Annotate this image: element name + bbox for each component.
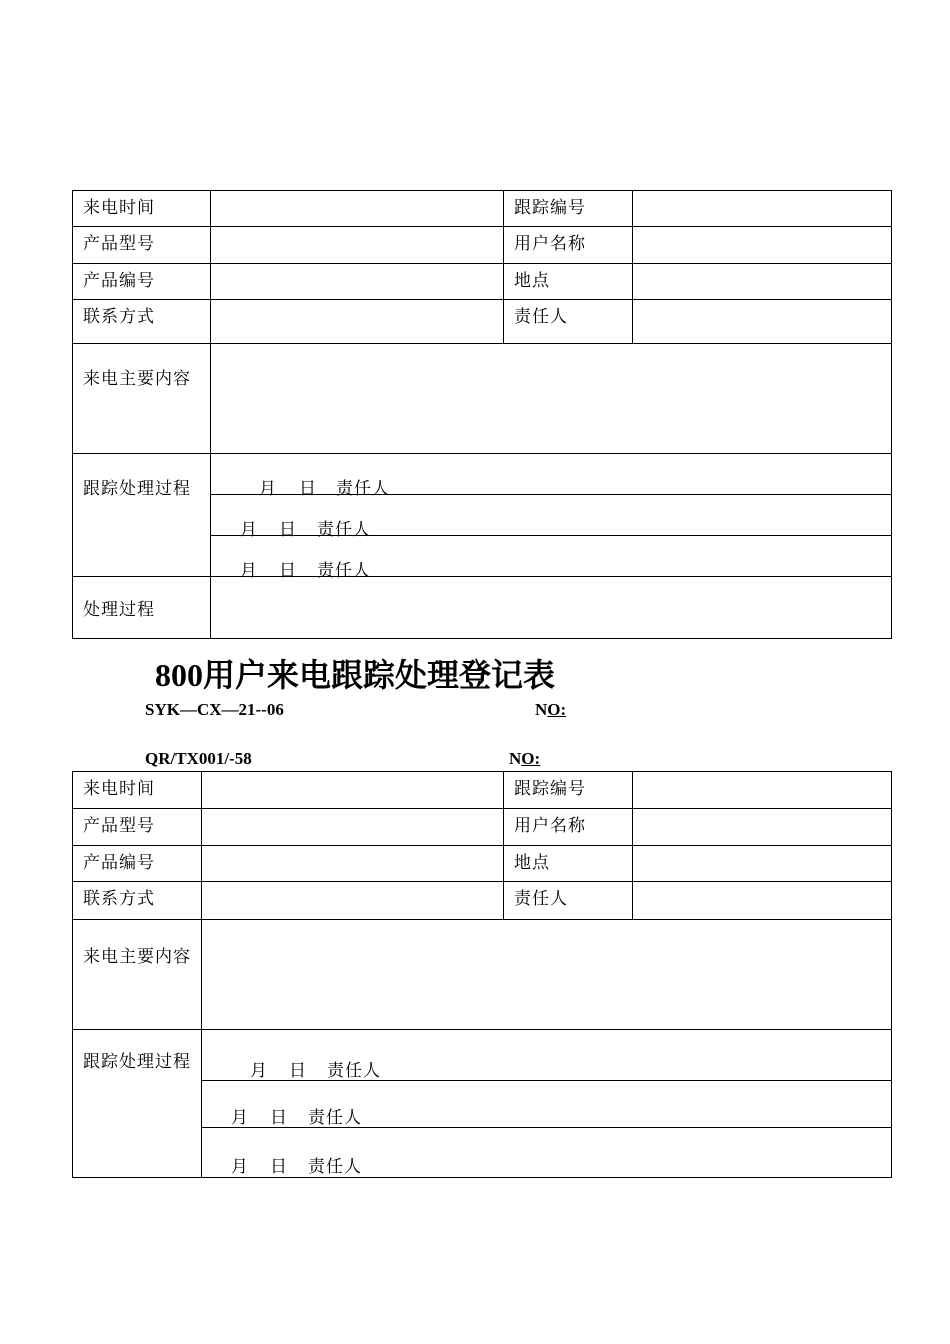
contact-field[interactable]	[211, 300, 504, 344]
responsible-person-label: 责任人	[504, 300, 633, 344]
month-label: 月	[231, 1157, 249, 1177]
month-label: 月	[231, 1108, 249, 1128]
tracking-number-label: 跟踪编号	[504, 191, 633, 227]
day-label: 日	[270, 1157, 288, 1177]
contact-label: 联系方式	[73, 300, 211, 344]
form-code-1: SYK—CX—21--06	[145, 700, 284, 719]
responsible-person-field[interactable]	[633, 882, 892, 920]
day-label: 日	[289, 1061, 307, 1081]
responsible-label: 责任人	[308, 1157, 362, 1177]
tracking-line-1[interactable]	[202, 1030, 892, 1081]
number-suffix: O:	[521, 749, 541, 768]
user-name-label: 用户名称	[504, 227, 633, 264]
day-label: 日	[299, 479, 317, 499]
registration-form-top	[72, 190, 892, 639]
responsible-person-field[interactable]	[633, 300, 892, 344]
tracking-process-label: 跟踪处理过程	[73, 1030, 202, 1178]
call-time-field[interactable]	[202, 772, 504, 809]
responsible-label: 责任人	[336, 479, 390, 499]
process-field[interactable]	[211, 577, 892, 639]
call-content-field[interactable]	[202, 920, 892, 1030]
location-label: 地点	[504, 846, 633, 882]
form-number-1	[535, 700, 566, 720]
number-prefix: N	[509, 749, 522, 768]
user-name-label: 用户名称	[504, 809, 633, 846]
month-label: 月	[259, 479, 277, 499]
call-time-label: 来电时间	[73, 191, 211, 227]
responsible-label: 责任人	[308, 1108, 362, 1128]
location-field[interactable]	[633, 846, 892, 882]
location-field[interactable]	[633, 264, 892, 300]
product-model-field[interactable]	[211, 227, 504, 264]
day-label: 日	[279, 561, 297, 581]
call-time-label: 来电时间	[73, 772, 202, 809]
call-time-field[interactable]	[211, 191, 504, 227]
contact-field[interactable]	[202, 882, 504, 920]
process-label: 处理过程	[73, 577, 211, 639]
product-number-field[interactable]	[202, 846, 504, 882]
tracking-line-2[interactable]	[211, 495, 892, 540]
month-label: 月	[240, 520, 258, 540]
month-label: 月	[250, 1061, 268, 1081]
user-name-field[interactable]	[633, 809, 892, 846]
responsible-person-label: 责任人	[504, 882, 633, 920]
tracking-line-3[interactable]	[211, 536, 892, 581]
product-number-label: 产品编号	[73, 264, 211, 300]
product-number-field[interactable]	[211, 264, 504, 300]
registration-form-bottom	[72, 771, 892, 1178]
call-content-label: 来电主要内容	[73, 920, 202, 1030]
tracking-number-label: 跟踪编号	[504, 772, 633, 809]
call-content-label: 来电主要内容	[73, 344, 211, 454]
responsible-label: 责任人	[317, 520, 371, 540]
responsible-label: 责任人	[327, 1061, 381, 1081]
number-suffix: O:	[547, 700, 567, 719]
user-name-field[interactable]	[633, 227, 892, 264]
location-label: 地点	[504, 264, 633, 300]
product-model-field[interactable]	[202, 809, 504, 846]
month-label: 月	[240, 561, 258, 581]
product-model-label: 产品型号	[73, 227, 211, 264]
day-label: 日	[279, 520, 297, 540]
call-content-field[interactable]	[211, 344, 892, 454]
tracking-process-label: 跟踪处理过程	[73, 454, 211, 577]
product-model-label: 产品型号	[73, 809, 202, 846]
number-prefix: N	[535, 700, 548, 719]
form-title: 800用户来电跟踪处理登记表	[155, 657, 556, 693]
product-number-label: 产品编号	[73, 846, 202, 882]
tracking-line-3[interactable]	[202, 1128, 892, 1178]
tracking-line-1[interactable]	[211, 454, 892, 499]
tracking-number-field[interactable]	[633, 772, 892, 809]
form-code-2: QR/TX001/-58	[145, 749, 252, 768]
contact-label: 联系方式	[73, 882, 202, 920]
tracking-line-2[interactable]	[202, 1081, 892, 1128]
form-number-2	[509, 749, 540, 769]
responsible-label: 责任人	[317, 561, 371, 581]
day-label: 日	[270, 1108, 288, 1128]
tracking-number-field[interactable]	[633, 191, 892, 227]
